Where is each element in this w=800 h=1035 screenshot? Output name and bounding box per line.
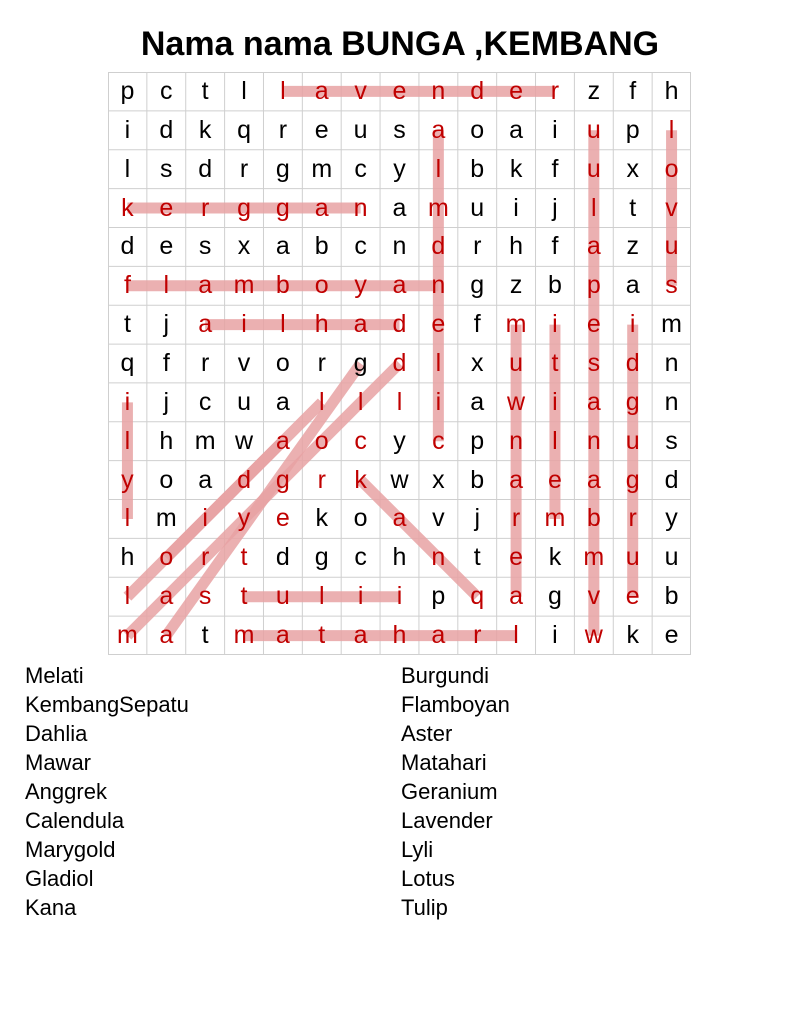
grid-cell[interactable]: l — [124, 582, 131, 611]
grid-cell[interactable]: n — [392, 232, 407, 261]
grid-cell[interactable]: u — [237, 387, 251, 416]
grid-cell[interactable]: n — [431, 543, 446, 572]
grid-cell[interactable]: g — [237, 193, 251, 222]
grid-cell[interactable]: u — [586, 154, 601, 183]
grid-cell[interactable]: e — [548, 465, 562, 494]
grid-cell[interactable]: o — [314, 426, 329, 455]
grid-cell[interactable]: a — [586, 465, 601, 494]
grid-cell[interactable]: b — [664, 582, 679, 611]
grid-cell[interactable]: c — [198, 387, 212, 416]
grid-cell[interactable]: p — [431, 582, 446, 611]
grid-cell[interactable]: g — [275, 465, 290, 494]
grid-cell[interactable]: a — [431, 621, 446, 650]
grid-cell[interactable]: a — [198, 465, 213, 494]
grid-cell[interactable]: i — [629, 310, 636, 339]
grid-cell[interactable]: s — [587, 348, 601, 377]
grid-cell[interactable]: r — [317, 348, 326, 377]
grid-cell[interactable]: r — [278, 115, 288, 144]
grid-cell[interactable]: a — [353, 310, 368, 339]
grid-cell[interactable]: z — [626, 232, 639, 261]
grid-cell[interactable]: u — [275, 582, 290, 611]
grid-cell[interactable]: t — [551, 348, 559, 377]
grid-cell[interactable]: k — [509, 154, 523, 183]
grid-cell[interactable]: q — [237, 115, 251, 144]
grid-cell[interactable]: y — [393, 426, 406, 455]
grid-cell[interactable]: f — [473, 310, 481, 339]
grid-cell[interactable]: t — [240, 582, 248, 611]
grid-cell[interactable]: c — [160, 76, 173, 105]
grid-cell[interactable]: w — [584, 621, 603, 650]
word-list-item: Mawar — [25, 750, 92, 775]
grid-cell[interactable]: d — [470, 76, 485, 105]
grid-cell[interactable]: w — [390, 465, 409, 494]
grid-cell[interactable]: l — [318, 582, 325, 611]
grid-cell[interactable]: g — [275, 154, 290, 183]
word-search-grid[interactable] — [108, 72, 691, 655]
grid-cell[interactable]: l — [513, 621, 519, 650]
grid-cell[interactable]: b — [548, 271, 562, 300]
grid-cell[interactable]: m — [233, 621, 255, 650]
grid-cell[interactable]: n — [431, 271, 446, 300]
word-list-item: Matahari — [401, 750, 487, 775]
grid-cell[interactable]: k — [626, 621, 639, 650]
grid-cell[interactable]: d — [392, 348, 407, 377]
grid-cell[interactable]: p — [120, 76, 135, 105]
grid-cell[interactable]: u — [353, 115, 368, 144]
grid-cell[interactable]: u — [625, 426, 640, 455]
grid-cell[interactable]: b — [470, 154, 485, 183]
grid-cell[interactable]: m — [583, 543, 605, 572]
grid-cell[interactable]: y — [237, 504, 251, 533]
grid-cell[interactable]: r — [473, 621, 482, 650]
grid-cell[interactable]: a — [431, 115, 446, 144]
grid-cell[interactable]: g — [625, 465, 640, 494]
grid-cell[interactable]: e — [159, 232, 174, 261]
grid-cell[interactable]: a — [392, 271, 407, 300]
grid-cell[interactable]: l — [591, 193, 597, 222]
grid-cell[interactable]: r — [317, 465, 326, 494]
grid-cell[interactable]: u — [664, 232, 679, 261]
grid-cell[interactable]: a — [275, 426, 290, 455]
grid-cell[interactable]: c — [354, 232, 367, 261]
grid-cell[interactable]: z — [509, 271, 523, 300]
grid-cell[interactable]: m — [661, 310, 682, 339]
grid-cell[interactable]: a — [586, 387, 601, 416]
grid-cell[interactable]: g — [353, 348, 368, 377]
grid-cell[interactable]: d — [159, 115, 174, 144]
grid-cell[interactable]: a — [586, 232, 601, 261]
grid-cell[interactable]: l — [163, 271, 170, 300]
grid-cell[interactable]: l — [435, 154, 442, 183]
grid-cell[interactable]: l — [357, 387, 364, 416]
grid-cell[interactable]: y — [393, 154, 406, 183]
grid-cell[interactable]: e — [275, 504, 290, 533]
grid-cell[interactable]: d — [198, 154, 213, 183]
grid-cell[interactable]: i — [124, 115, 131, 144]
grid-cell[interactable]: n — [586, 426, 601, 455]
grid-cell[interactable]: r — [628, 504, 637, 533]
grid-cell[interactable]: n — [431, 76, 446, 105]
grid-cell[interactable]: k — [121, 193, 134, 222]
grid-cell[interactable]: i — [124, 387, 131, 416]
grid-cell[interactable]: l — [124, 504, 131, 533]
grid-cell[interactable]: m — [117, 621, 138, 650]
grid-cell[interactable]: x — [432, 465, 445, 494]
grid-cell[interactable]: o — [470, 115, 485, 144]
grid-cell[interactable]: d — [392, 310, 407, 339]
grid-cell[interactable]: g — [625, 387, 640, 416]
grid-cell[interactable]: r — [200, 543, 210, 572]
word-list-item: Melati — [25, 663, 84, 688]
grid-cell[interactable]: i — [552, 310, 558, 339]
grid-cell[interactable]: o — [159, 465, 174, 494]
grid-cell[interactable]: s — [198, 232, 212, 261]
word-list-item: Marygold — [25, 837, 116, 862]
grid-cell[interactable]: a — [275, 232, 290, 261]
grid-cell[interactable]: l — [435, 348, 442, 377]
grid-cell[interactable]: a — [198, 271, 213, 300]
grid-cell[interactable]: h — [120, 543, 135, 572]
grid-cell[interactable]: a — [353, 621, 368, 650]
grid-cell[interactable]: l — [280, 310, 286, 339]
word-list-item: Tulip — [401, 895, 448, 920]
word-list-item: Dahlia — [25, 721, 88, 746]
grid-cell[interactable]: v — [665, 193, 678, 222]
grid-cell[interactable]: t — [201, 76, 209, 105]
grid-cell[interactable]: t — [201, 621, 209, 650]
word-list-item: Lavender — [401, 808, 493, 833]
grid-cell[interactable]: u — [509, 348, 524, 377]
grid-cell[interactable]: j — [163, 310, 170, 339]
grid-cell[interactable]: t — [123, 310, 131, 339]
grid-cell[interactable]: f — [123, 271, 131, 300]
grid-cell[interactable]: l — [396, 387, 403, 416]
grid-cell[interactable]: l — [124, 154, 131, 183]
grid-cell[interactable]: r — [200, 348, 210, 377]
grid-cell[interactable]: e — [664, 621, 679, 650]
grid-cell[interactable]: g — [470, 271, 485, 300]
grid-cell[interactable]: d — [275, 543, 290, 572]
grid-cell[interactable]: p — [625, 115, 640, 144]
grid-cell[interactable]: c — [354, 154, 367, 183]
grid-cell[interactable]: k — [315, 504, 328, 533]
grid-cell[interactable]: j — [552, 193, 558, 222]
grid-cell[interactable]: n — [664, 387, 679, 416]
grid-cell[interactable]: i — [202, 504, 208, 533]
grid-cell[interactable]: l — [241, 76, 247, 105]
grid-cell[interactable]: g — [275, 193, 290, 222]
grid-cell[interactable]: b — [275, 271, 290, 300]
grid-cell[interactable]: k — [198, 115, 212, 144]
grid-cell[interactable]: r — [473, 232, 482, 261]
grid-cell[interactable]: b — [586, 504, 601, 533]
grid-cell[interactable]: y — [665, 504, 678, 533]
grid-cell[interactable]: r — [200, 193, 210, 222]
grid-cell[interactable]: h — [392, 621, 407, 650]
word-list-item: Calendula — [25, 808, 125, 833]
grid-cell[interactable]: q — [470, 582, 485, 611]
grid-cell[interactable]: e — [392, 76, 407, 105]
grid-cell[interactable]: c — [354, 543, 367, 572]
grid-cell[interactable]: e — [625, 582, 640, 611]
grid-cell[interactable]: o — [664, 154, 679, 183]
grid-cell[interactable]: i — [552, 115, 558, 144]
grid-cell[interactable]: m — [311, 154, 333, 183]
grid-cell[interactable]: e — [314, 115, 329, 144]
grid-cell[interactable]: e — [431, 310, 446, 339]
grid-cell[interactable]: a — [470, 387, 485, 416]
grid-cell[interactable]: s — [393, 115, 406, 144]
grid-cell[interactable]: h — [159, 426, 174, 455]
grid-cell[interactable]: r — [239, 154, 249, 183]
grid-cell[interactable]: i — [396, 582, 403, 611]
grid-cell[interactable]: a — [509, 465, 524, 494]
grid-cell[interactable]: j — [163, 387, 170, 416]
word-list-item: Burgundi — [401, 663, 490, 688]
grid-cell[interactable]: w — [234, 426, 254, 455]
grid-cell[interactable]: m — [155, 504, 177, 533]
grid-cell[interactable]: b — [470, 465, 485, 494]
grid-cell[interactable]: q — [120, 348, 135, 377]
grid-cell[interactable]: f — [162, 348, 170, 377]
grid-cell[interactable]: d — [431, 232, 446, 261]
grid-cell[interactable]: i — [513, 193, 519, 222]
grid-cell[interactable]: e — [586, 310, 601, 339]
grid-cell[interactable]: a — [275, 387, 290, 416]
grid-cell[interactable]: p — [470, 426, 485, 455]
grid-cell[interactable]: k — [548, 543, 562, 572]
grid-cell[interactable]: s — [665, 271, 678, 300]
grid-cell[interactable]: s — [665, 426, 678, 455]
grid-cell[interactable]: e — [509, 543, 524, 572]
grid-cell[interactable]: u — [625, 543, 640, 572]
grid-cell[interactable]: a — [509, 115, 524, 144]
grid-cell[interactable]: t — [318, 621, 326, 650]
grid-cell[interactable]: m — [233, 271, 255, 300]
word-list-item: Geranium — [401, 779, 498, 804]
grid-cell[interactable]: d — [120, 232, 135, 261]
word-list-item: Anggrek — [25, 779, 107, 804]
grid-cell[interactable]: n — [509, 426, 524, 455]
grid-cell[interactable]: i — [357, 582, 364, 611]
grid-cell[interactable]: a — [314, 76, 329, 105]
grid-cell[interactable]: i — [552, 387, 558, 416]
grid-cell[interactable]: a — [198, 310, 213, 339]
grid-cell[interactable]: i — [552, 621, 558, 650]
grid-cell[interactable]: x — [237, 232, 251, 261]
word-list-item: Kana — [25, 895, 77, 920]
grid-cell[interactable]: d — [237, 465, 251, 494]
grid-cell[interactable]: i — [241, 310, 247, 339]
grid-cell[interactable]: o — [159, 543, 174, 572]
word-list-item: KembangSepatu — [25, 692, 189, 717]
grid-cell[interactable]: e — [159, 193, 174, 222]
grid-cell[interactable]: d — [625, 348, 640, 377]
grid-cell[interactable]: r — [511, 504, 521, 533]
grid-cell[interactable]: a — [159, 582, 174, 611]
grid-cell[interactable]: i — [435, 387, 442, 416]
grid-cell[interactable]: a — [509, 582, 524, 611]
grid-cell[interactable]: a — [392, 504, 407, 533]
grid-cell[interactable]: h — [664, 76, 679, 105]
grid-cell[interactable]: m — [427, 193, 449, 222]
grid-cell[interactable]: g — [548, 582, 562, 611]
grid-cell[interactable]: a — [159, 621, 174, 650]
grid-cell[interactable]: o — [314, 271, 329, 300]
grid-cell[interactable]: u — [470, 193, 485, 222]
grid-cell[interactable]: n — [353, 193, 368, 222]
grid-cell[interactable]: c — [354, 426, 367, 455]
grid-cell[interactable]: n — [664, 348, 679, 377]
grid-cell[interactable]: f — [551, 154, 559, 183]
grid-cell[interactable]: d — [664, 465, 679, 494]
grid-cell[interactable]: s — [198, 582, 212, 611]
grid-cell[interactable]: f — [551, 232, 559, 261]
grid-cell[interactable]: l — [552, 426, 558, 455]
word-list-item: Lyli — [401, 837, 434, 862]
grid-cell[interactable]: v — [432, 504, 445, 533]
grid-cell[interactable]: m — [194, 426, 216, 455]
grid-cell[interactable]: x — [626, 154, 639, 183]
grid-cell[interactable]: c — [432, 426, 445, 455]
word-list-item: Gladiol — [25, 866, 94, 891]
grid-cell[interactable]: t — [240, 543, 248, 572]
grid-cell[interactable]: a — [625, 271, 640, 300]
grid-cell[interactable]: v — [237, 348, 251, 377]
word-list-item: Aster — [401, 721, 453, 746]
grid-cell[interactable]: h — [314, 310, 329, 339]
grid-cell[interactable]: m — [544, 504, 566, 533]
grid-cell[interactable]: a — [314, 193, 329, 222]
grid-cell[interactable]: u — [664, 543, 679, 572]
grid-cell[interactable]: j — [474, 504, 480, 533]
grid-cell[interactable]: h — [392, 543, 407, 572]
word-list-item: Lotus — [401, 866, 455, 891]
grid-cell[interactable]: p — [586, 271, 601, 300]
grid-cell[interactable]: o — [275, 348, 290, 377]
grid-cell[interactable]: g — [314, 543, 329, 572]
puzzle-title: Nama nama BUNGA ,KEMBANG — [140, 25, 660, 63]
grid-cell[interactable]: b — [314, 232, 329, 261]
grid-cell[interactable]: l — [668, 115, 675, 144]
grid-cell[interactable]: z — [587, 76, 601, 105]
grid-cell[interactable]: a — [392, 193, 407, 222]
grid-cell[interactable]: r — [550, 76, 560, 105]
grid-cell[interactable]: w — [507, 387, 526, 416]
grid-cell[interactable]: y — [354, 271, 367, 300]
grid-cell[interactable]: k — [354, 465, 367, 494]
grid-cell[interactable]: l — [280, 76, 286, 105]
grid-cell[interactable]: v — [354, 76, 367, 105]
grid-cell[interactable]: f — [629, 76, 637, 105]
word-list-item: Flamboyan — [401, 692, 510, 717]
grid-cell[interactable]: e — [509, 76, 524, 105]
grid-cell[interactable]: a — [275, 621, 290, 650]
grid-cell[interactable]: x — [470, 348, 484, 377]
grid-cell[interactable]: m — [505, 310, 527, 339]
grid-cell[interactable]: h — [509, 232, 524, 261]
grid-cell[interactable]: o — [353, 504, 368, 533]
grid-cell[interactable]: l — [124, 426, 131, 455]
grid-cell[interactable]: s — [160, 154, 173, 183]
grid-cell[interactable]: y — [121, 465, 134, 494]
grid-cell[interactable]: v — [587, 582, 601, 611]
grid-cell[interactable]: t — [473, 543, 481, 572]
grid-cell[interactable]: l — [318, 387, 325, 416]
grid-cell[interactable]: t — [629, 193, 637, 222]
grid-cell[interactable]: u — [586, 115, 601, 144]
